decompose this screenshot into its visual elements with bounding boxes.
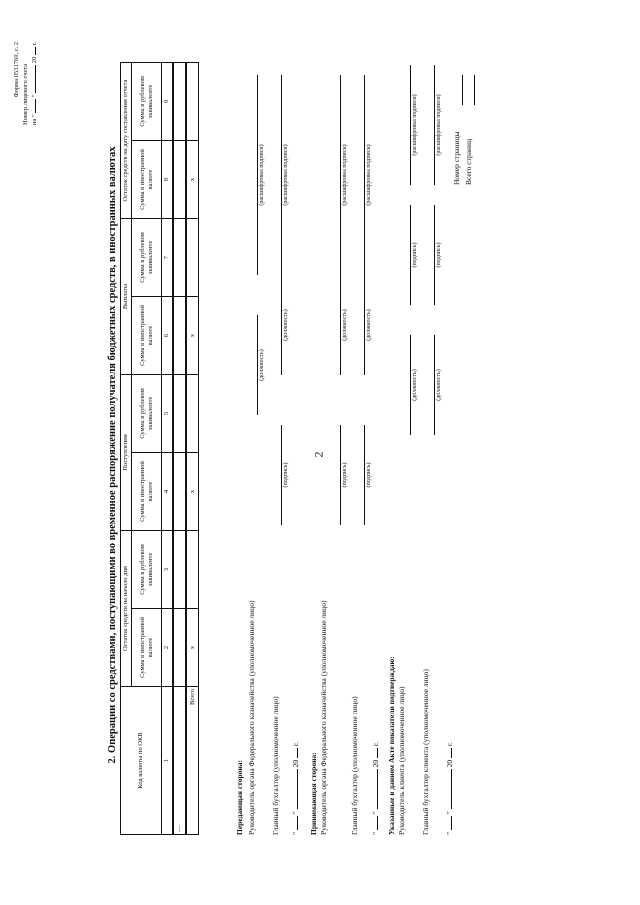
date-field: " " 20 г.	[291, 742, 300, 835]
row-dash: —	[173, 687, 186, 835]
subheader-foreign: Сумма в иностранной валюте	[132, 609, 162, 687]
account-number-label: Номер лицевого счета	[22, 63, 29, 125]
x-mark: х	[186, 609, 199, 687]
total-label: Всего	[186, 687, 199, 835]
caption-position: (должность)	[283, 309, 289, 341]
caption-decode: (расшифровка подписи)	[342, 144, 348, 206]
subheader-rub: Сумма в рублевом эквиваленте	[132, 62, 162, 140]
table-cell	[173, 62, 186, 140]
subheader-rub: Сумма в рублевом эквиваленте	[132, 531, 162, 609]
confirmation-heading: Указанные в данном Акте показатели подтверждаю:	[387, 656, 396, 835]
x-mark: х	[186, 297, 199, 375]
head-treasury-label: Руководитель органа Федерального казначейства (уполномоченное лицо)	[319, 600, 328, 835]
col-num: 1	[162, 687, 174, 835]
header-start-balance: Остаток средств на начало дня	[121, 531, 132, 687]
chief-accountant-client-label: Главный бухгалтер клиента (уполномоченное лицо)	[421, 669, 430, 835]
column-numbers-row	[162, 62, 174, 834]
table-cell	[173, 218, 186, 296]
head-treasury-label: Руководитель органа Федерального казначейства (уполномоченное лицо)	[247, 600, 256, 835]
page-number-label: Номер страницы	[452, 131, 461, 185]
page-number: 2	[311, 451, 326, 458]
caption-decode: (расшифровка подписи)	[436, 94, 442, 156]
header-end-balance: Остаток средств на дату составления отчета	[121, 62, 132, 218]
subheader-rub: Сумма в рублевом эквиваленте	[132, 375, 162, 453]
transferring-side-heading: Передающая сторона:	[235, 759, 244, 835]
header-income: Поступления	[121, 375, 132, 531]
chief-accountant-label: Главный бухгалтер (уполномоченное лицо)	[350, 696, 359, 835]
header-payments: Выплаты	[121, 218, 132, 374]
caption-signature: (подпись)	[412, 242, 418, 268]
col-num: 5	[162, 375, 174, 453]
subheader-rub: Сумма в рублевом эквиваленте	[132, 218, 162, 296]
caption-position: (должность)	[259, 349, 265, 381]
table-row	[173, 62, 186, 834]
total-pages-label: Всего страниц	[464, 138, 473, 185]
col-num: 4	[162, 453, 174, 531]
x-mark: х	[186, 453, 199, 531]
subheader-foreign: Сумма в иностранной валюте	[132, 453, 162, 531]
table-cell	[173, 140, 186, 218]
subheader-foreign: Сумма в иностранной валюте	[132, 140, 162, 218]
table-cell	[173, 453, 186, 531]
col-num: 8	[162, 140, 174, 218]
header-currency-code: Код валюты по ОКВ	[121, 687, 162, 835]
date-field: " " 20 г.	[371, 742, 380, 835]
caption-signature: (подпись)	[342, 462, 348, 488]
table-cell	[173, 609, 186, 687]
table-cell	[173, 375, 186, 453]
caption-position: (должность)	[342, 309, 348, 341]
x-mark: х	[186, 140, 199, 218]
col-num: 3	[162, 531, 174, 609]
head-client-label: Руководитель клиента (уполномоченное лицо)	[397, 686, 406, 835]
table-cell	[186, 375, 199, 453]
caption-decode: (расшифровка подписи)	[283, 144, 289, 206]
date-field: " " 20 г.	[445, 742, 454, 835]
caption-position: (должность)	[366, 309, 372, 341]
caption-decode: (расшифровка подписи)	[412, 94, 418, 156]
receiving-side-heading: Принимающая сторона:	[309, 752, 318, 835]
table-cell	[186, 218, 199, 296]
form-number-block	[12, 42, 39, 125]
caption-signature: (подпись)	[283, 462, 289, 488]
caption-position: (должность)	[412, 369, 418, 401]
date-line: на " " 20 г.	[31, 41, 38, 125]
col-num: 6	[162, 297, 174, 375]
form-code: Форма 0531760, с. 2	[13, 41, 20, 98]
caption-signature: (подпись)	[366, 462, 372, 488]
col-num: 9	[162, 62, 174, 140]
total-row	[186, 62, 199, 834]
table-cell	[173, 531, 186, 609]
col-num: 7	[162, 218, 174, 296]
caption-signature: (подпись)	[436, 242, 442, 268]
section-title: 2. Операции со средствами, поступающими во временное распоряжение получателя бюджетных средств, в иностранных валютах	[107, 146, 118, 764]
caption-decode: (расшифровка подписи)	[366, 144, 372, 206]
subheader-foreign: Сумма в иностранной валюте	[132, 297, 162, 375]
caption-position: (должность)	[436, 369, 442, 401]
table-cell	[186, 62, 199, 140]
table-cell	[173, 297, 186, 375]
chief-accountant-label: Главный бухгалтер (уполномоченное лицо)	[271, 696, 280, 835]
table-cell	[186, 531, 199, 609]
foreign-currency-operations-table	[120, 62, 199, 835]
col-num: 2	[162, 609, 174, 687]
caption-decode: (расшифровка подписи)	[259, 144, 265, 206]
